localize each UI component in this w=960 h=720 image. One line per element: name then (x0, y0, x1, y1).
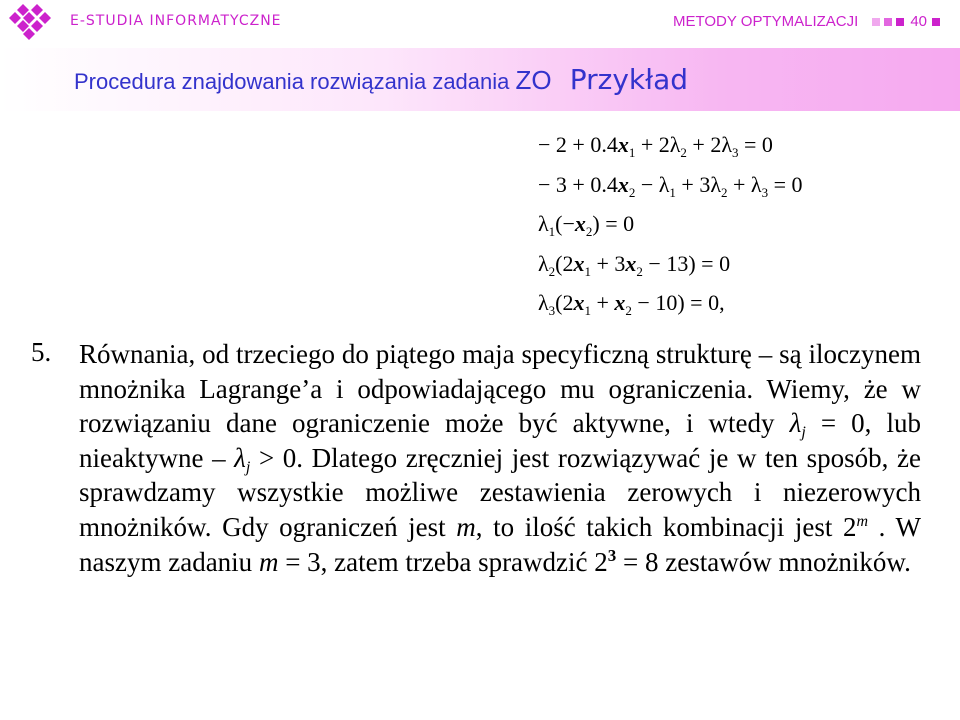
slide-title-example: Przykład (569, 63, 689, 96)
course-title: METODY OPTYMALIZACJI (673, 13, 859, 30)
decor-square-icon (896, 18, 904, 26)
slide-header (0, 0, 960, 46)
list-item-text: Równania, od trzeciego do piątego maja specyficzną strukturę – są iloczynem mnożnika Lagrange’a i odpowiadającego mu ograniczenia. Wiemy, że w rozwiązaniu dane ograniczenie może być aktywne, i wtedy $\lambda_j = 0$, lub nieaktywne – $\lambda_j > 0$. Dlatego zręczniej jest rozwiązywać je w ten sposób, że sprawdzamy wszystkie możliwe zestawienia zerowych i niezerowych mnożników. Gdy ograniczeń jest m, to ilość takich kombinacji jest 2$^m$ . W naszym zadaniu m = 3, zatem trzeba sprawdzić $2^3 = 8$ zestawów mnożników. (79, 339, 922, 577)
logo-icon (5, 4, 53, 40)
page-number: 40 (910, 13, 927, 30)
brand-name: E-STUDIA INFORMATYCZNE (70, 13, 282, 29)
decor-square-icon (932, 18, 940, 26)
course-title-group (673, 13, 940, 30)
slide-title (74, 63, 688, 96)
list-item-5 (31, 337, 921, 579)
list-item-number: 5. (31, 337, 52, 367)
slide-title-main: Procedura znajdowania rozwiązania zadania (74, 69, 510, 94)
equation-4: $\lambda_2(2x_1 + 3x_2 - 13) = 0$ (538, 250, 731, 279)
decor-square-icon (872, 18, 880, 26)
equation-system (538, 128, 802, 326)
equation-2: − $3 + 0.4x_2 - \lambda_1 + 3\lambda_2 + \lambda_3 = 0$ (538, 171, 803, 200)
decor-square-icon (884, 18, 892, 26)
slide-title-zo: ZO (515, 65, 552, 95)
equation-5: $\lambda_3(2x_1 + x_2 - 10) = 0$, (538, 290, 725, 318)
equation-3: $\lambda_1(-x_2) = 0$ (538, 211, 635, 239)
equation-1: − $2 + 0.4x_1 + 2\lambda_2 + 2\lambda_3 = 0$ (538, 132, 773, 160)
